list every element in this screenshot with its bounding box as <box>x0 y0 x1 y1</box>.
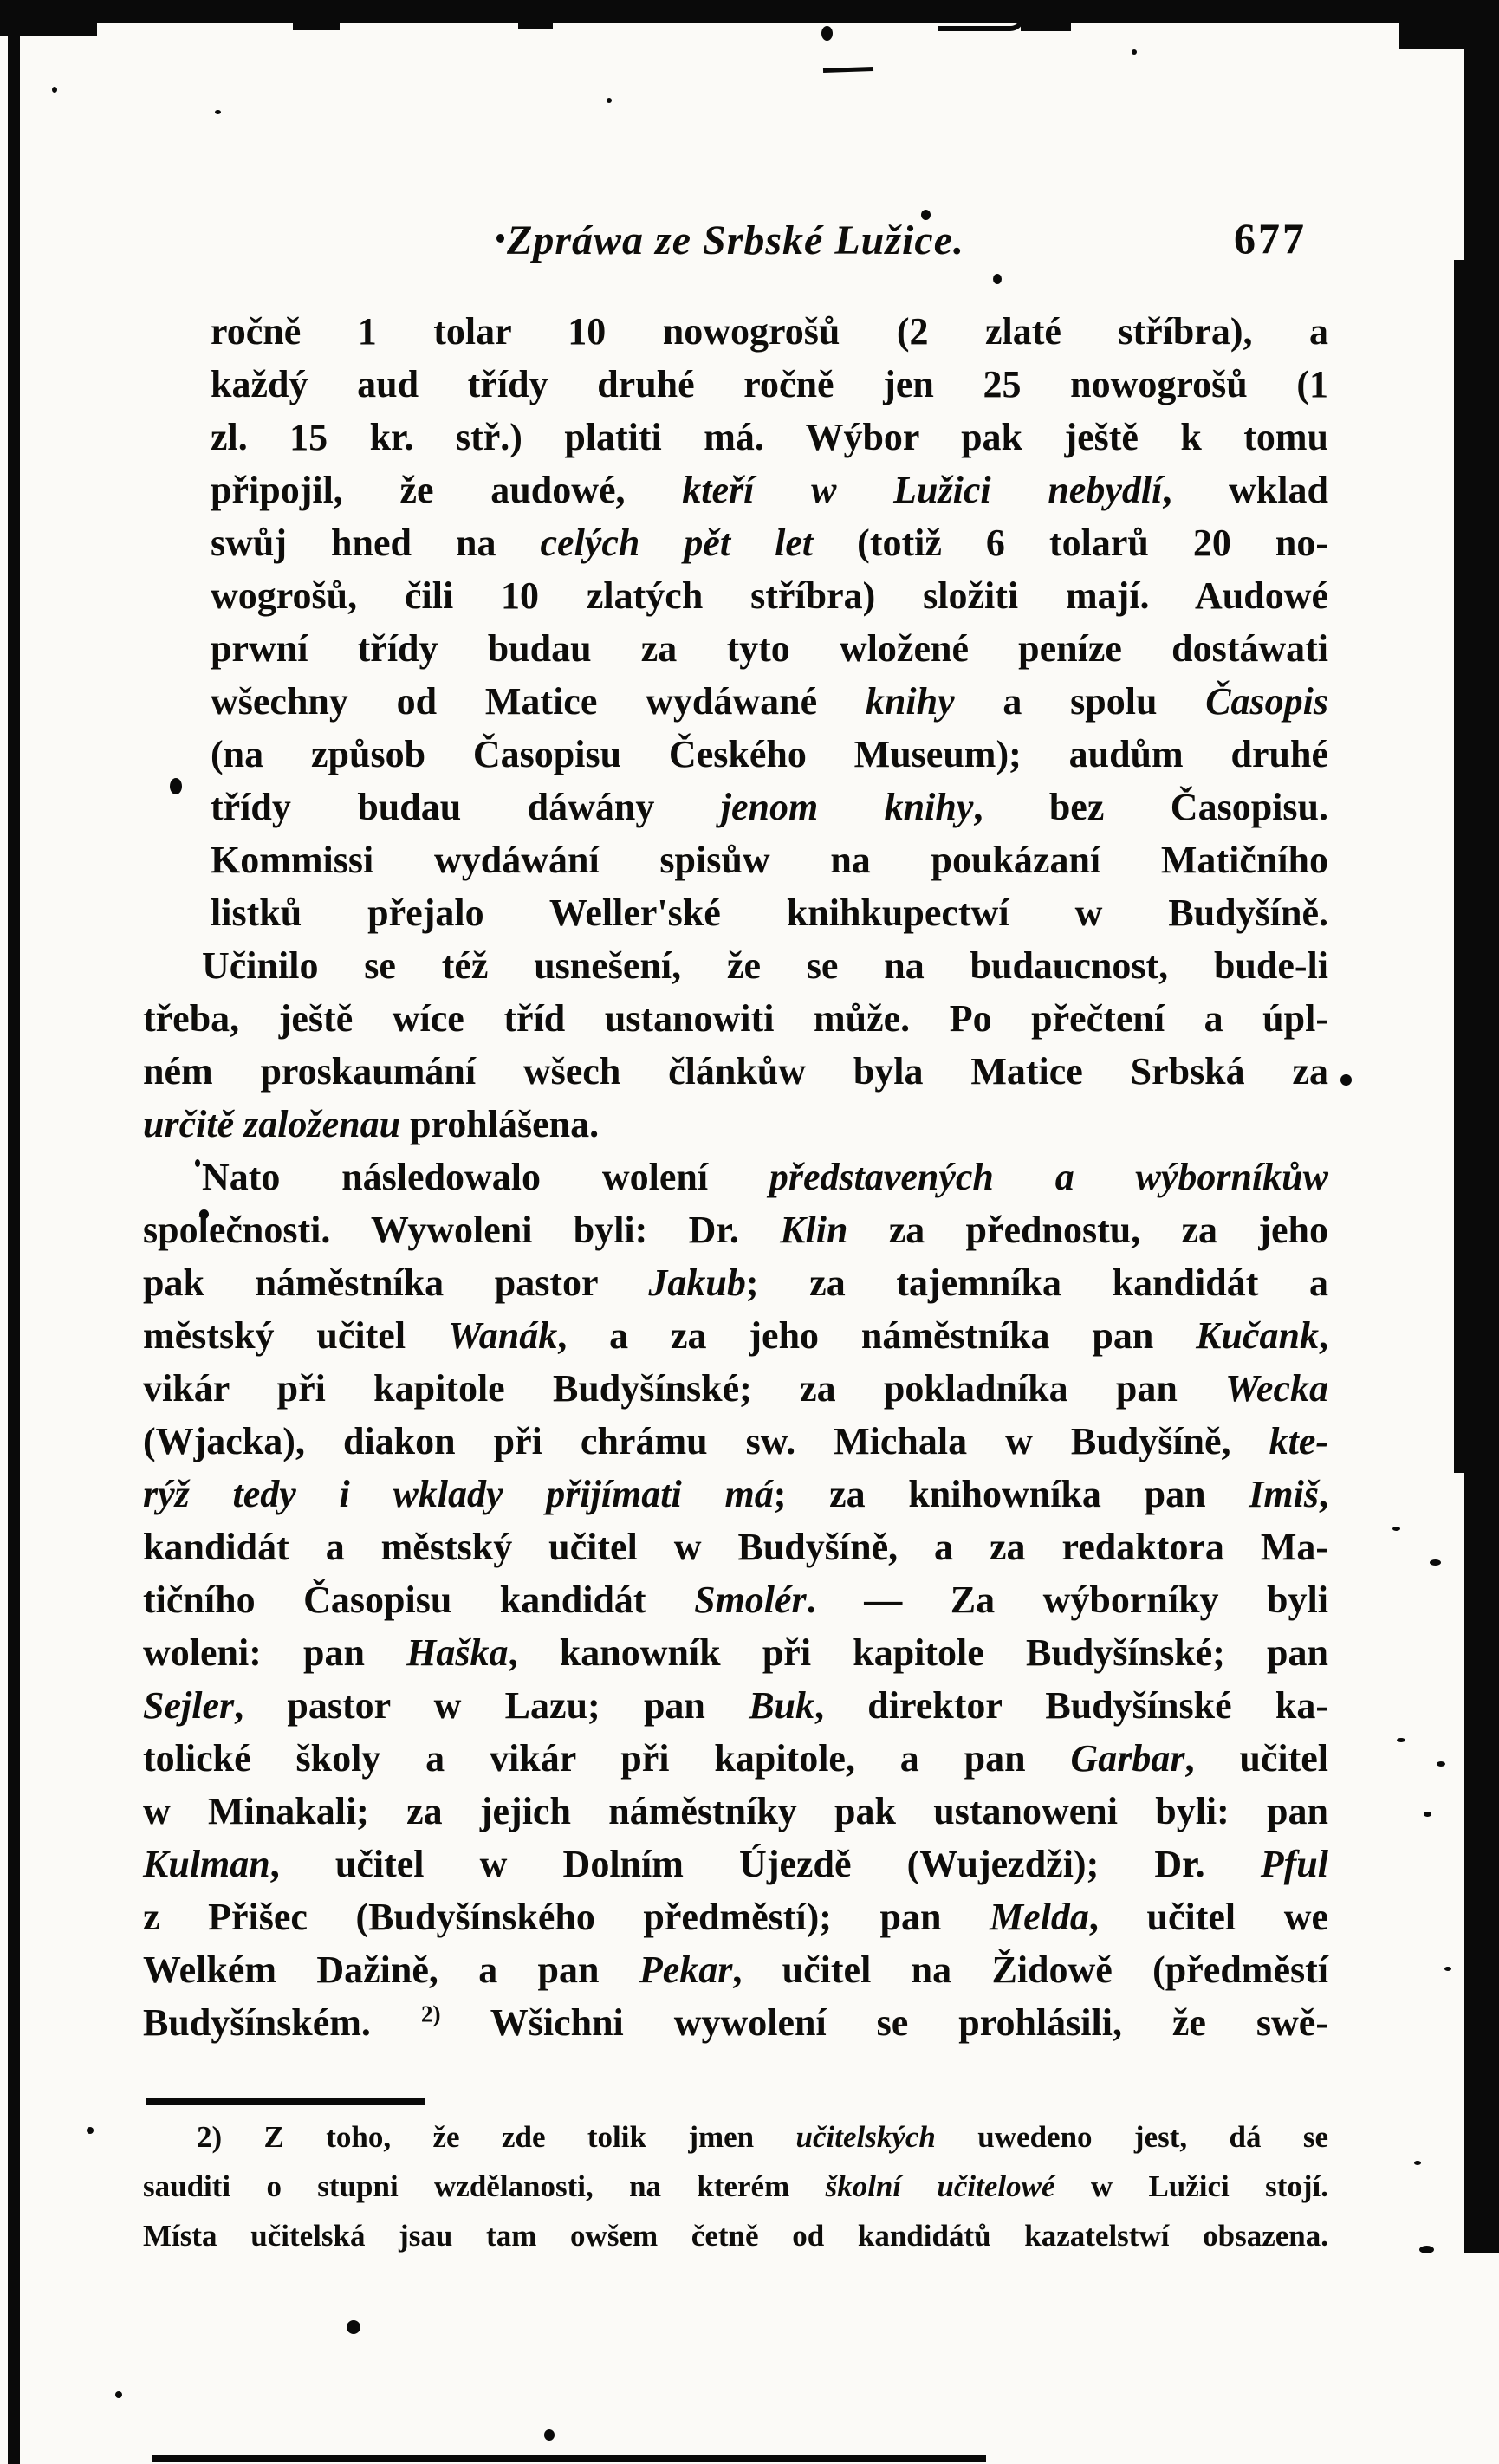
footnote-marker: 2) <box>420 2000 441 2027</box>
text-segment: swůj hned na <box>211 522 541 564</box>
scan-speck <box>607 98 612 103</box>
text-line <box>211 411 1328 464</box>
scan-speck <box>1419 2246 1434 2253</box>
italic-text: představených a wýborníkůw <box>769 1156 1328 1198</box>
text-line <box>211 358 1328 411</box>
text-segment: prohlášena. <box>400 1103 600 1145</box>
text-line <box>211 622 1328 675</box>
text-segment: připojil, že audowé, <box>211 469 683 511</box>
scan-speck <box>1444 1967 1451 1971</box>
text-segment: Místa učitelská jsau tam owšem četně od kandidátů kazatelstwí obsazena. <box>143 2219 1328 2253</box>
text-line <box>143 1362 1328 1415</box>
italic-text: určitě založenau <box>143 1103 401 1145</box>
scan-speck <box>821 26 833 41</box>
text-segment: (Wjacka), diakon při chrámu sw. Michala w Budyšíně, <box>143 1420 1269 1462</box>
text-segment: Budyšínském. <box>143 2001 421 2044</box>
scan-speck <box>544 2429 555 2441</box>
text-segment: (na způsob Časopisu Českého Museum); audům druhé <box>211 733 1328 775</box>
text-segment: wogrošů, čili 10 zlatých stříbra) složiti mají. Audowé <box>211 574 1328 617</box>
text-line <box>143 1890 1328 1943</box>
text-line <box>143 1203 1328 1256</box>
text-segment: woleni: pan <box>143 1631 407 1674</box>
text-segment: ; za knihowníka pan <box>773 1473 1249 1515</box>
text-segment: za přednostu, za jeho <box>847 1209 1328 1251</box>
italic-text: jenom knihy <box>720 786 974 828</box>
text-line <box>143 1468 1328 1521</box>
italic-text: kte- <box>1269 1420 1328 1462</box>
italic-text: Garbar <box>1070 1737 1185 1780</box>
italic-text: školní učitelowé <box>825 2169 1055 2203</box>
text-segment: , <box>1319 1473 1328 1515</box>
scan-artifact-top-drip-1 <box>293 23 340 30</box>
text-segment: ; za tajemníka kandidát a <box>745 1261 1329 1304</box>
text-line <box>143 992 1328 1045</box>
italic-text: učitelských <box>795 2120 936 2154</box>
text-segment: uwedeno jest, dá se <box>935 2120 1329 2154</box>
scan-speck <box>1397 1738 1405 1742</box>
italic-text: Pekar <box>639 1949 733 1991</box>
text-line <box>143 2211 1328 2260</box>
scan-speck <box>1414 2161 1421 2165</box>
text-segment: , učitel <box>1184 1737 1328 1780</box>
text-segment: z Přišec (Budyšínského předměstí); pan <box>143 1896 990 1938</box>
text-segment: tolické školy a vikár při kapitole, a pan <box>143 1737 1071 1780</box>
text-segment: , wklad <box>1162 469 1328 511</box>
text-segment: tičního Časopisu kandidát <box>143 1579 695 1621</box>
scan-speck <box>1132 49 1137 55</box>
text-line <box>143 1151 1328 1203</box>
text-segment: , učitel na Židowě (předměstí <box>732 1949 1328 1991</box>
italic-text: Jakub <box>648 1261 746 1304</box>
text-line <box>143 2162 1328 2211</box>
text-segment: w Lužici stojí. <box>1054 2169 1329 2203</box>
italic-text: knihy <box>865 680 955 723</box>
page-number: 677 <box>1234 214 1307 263</box>
text-segment: pak náměstníka pastor <box>143 1261 649 1304</box>
scan-speck <box>1392 1527 1400 1531</box>
scan-artifact-top-drip-2 <box>518 23 553 29</box>
text-line <box>143 1098 1328 1151</box>
italic-text: Pful <box>1260 1843 1328 1885</box>
text-line <box>143 1732 1328 1785</box>
text-segment: Wšichni wywolení se prohlásili, že swě- <box>440 2001 1328 2044</box>
italic-text: Melda <box>990 1896 1089 1938</box>
text-segment: ročně 1 tolar 10 nowogrošů (2 zlaté stříbra), a <box>211 310 1328 353</box>
italic-text: Sejler <box>143 1684 235 1727</box>
scan-speck <box>1340 1074 1352 1086</box>
text-segment: prwní třídy budau za tyto wložené peníze dostáwati <box>211 627 1328 670</box>
paragraph <box>211 305 1328 939</box>
scan-speck <box>52 87 57 93</box>
text-segment: kandidát a městský učitel w Budyšíně, a za redaktora Ma- <box>143 1526 1328 1568</box>
text-line <box>211 728 1328 781</box>
paragraph <box>143 1151 1328 2049</box>
text-segment: , kanowník při kapitole Budyšínské; pan <box>508 1631 1328 1674</box>
text-segment: společnosti. Wywoleni byli: Dr. <box>143 1209 781 1251</box>
text-line <box>143 1256 1328 1309</box>
text-segment: třeba, ještě wíce tříd ustanowiti může. Po přečtení a úpl- <box>143 997 1328 1040</box>
scan-speck <box>347 2320 360 2334</box>
italic-text: Buk <box>749 1684 815 1727</box>
scan-speck <box>215 110 221 114</box>
scan-artifact-top-drip-3 <box>1021 23 1071 31</box>
text-line <box>143 1785 1328 1838</box>
text-segment: a spolu <box>954 680 1206 723</box>
italic-text: Klin <box>780 1209 848 1251</box>
text-segment: , bez Časopisu. <box>973 786 1328 828</box>
italic-text: Haška <box>406 1631 509 1674</box>
text-segment: wšechny od Matice wydáwané <box>211 680 866 723</box>
italic-text: Kulman <box>143 1843 270 1885</box>
text-line <box>143 1996 1328 2049</box>
italic-text: rýž tedy i wklady přijímati má <box>143 1473 774 1515</box>
text-line <box>143 1573 1328 1626</box>
text-line <box>211 781 1328 833</box>
text-segment: městský učitel <box>143 1314 448 1357</box>
text-line <box>211 464 1328 516</box>
text-segment: . — Za wýborníky byli <box>806 1579 1328 1621</box>
text-segment: , učitel we <box>1088 1896 1328 1938</box>
text-line <box>143 1415 1328 1468</box>
scan-artifact-hook-mark <box>938 17 1024 31</box>
scan-speck <box>1424 1812 1431 1817</box>
italic-text: Časopis <box>1205 680 1329 723</box>
text-line <box>143 1943 1328 1996</box>
text-line <box>143 1679 1328 1732</box>
text-segment: Kommissi wydáwání spisůw na poukázaní Matičního <box>211 839 1328 881</box>
text-segment: každý aud třídy druhé ročně jen 25 nowogrošů (1 <box>211 363 1328 405</box>
scan-artifact-top-band <box>0 0 1499 23</box>
text-segment: ném proskaumání wšech článkůw byla Matice Srbská za <box>143 1050 1328 1093</box>
footnote-rule <box>146 2098 425 2105</box>
text-segment: zl. 15 kr. stř.) platiti má. Wýbor pak ještě k tomu <box>211 416 1328 458</box>
text-segment: sauditi o stupni wzdělanosti, na kterém <box>143 2169 826 2203</box>
text-line <box>143 1626 1328 1679</box>
scan-speck <box>993 274 1002 284</box>
scan-speck <box>87 2127 94 2134</box>
page-body <box>143 305 1328 2049</box>
italic-text: kteří w Lužici nebydlí <box>682 469 1163 511</box>
scan-artifact-right-bar-taper <box>1454 260 1471 1473</box>
footnote-body <box>143 2112 1328 2260</box>
text-segment: 2) Z toho, že zde tolik jmen <box>197 2120 796 2154</box>
running-head-title: Zpráwa ze Srbské Lužice. <box>507 217 964 263</box>
scan-speck <box>115 2391 122 2398</box>
text-segment: w Minakali; za jejich náměstníky pak ustanoweni byli: pan <box>143 1790 1328 1832</box>
paragraph <box>143 939 1328 1151</box>
text-line <box>143 2112 1328 2162</box>
text-line <box>143 1521 1328 1573</box>
text-line <box>211 833 1328 886</box>
text-line <box>211 305 1328 358</box>
text-segment: Welkém Dažině, a pan <box>143 1949 639 1991</box>
scan-artifact-dash-mark <box>823 67 873 73</box>
text-segment: Nato následowalo wolení <box>202 1156 769 1198</box>
italic-text: Wecka <box>1225 1367 1328 1410</box>
text-segment: , pastor w Lazu; pan <box>234 1684 750 1727</box>
text-line <box>211 569 1328 622</box>
text-segment: , direktor Budyšínské ka- <box>814 1684 1329 1727</box>
text-segment: (totiž 6 tolarů 20 no- <box>813 522 1329 564</box>
scan-artifact-bottom-line <box>152 2455 986 2462</box>
text-segment: Učinilo se též usnešení, že se na budaucnost, bude-li <box>202 944 1328 987</box>
text-line <box>143 939 1328 992</box>
scan-artifact-left-bar <box>8 19 20 2464</box>
text-line <box>211 516 1328 569</box>
text-line <box>211 886 1328 939</box>
text-segment: , a za jeho náměstníka pan <box>557 1314 1197 1357</box>
text-line <box>143 1045 1328 1098</box>
text-segment: vikár při kapitole Budyšínské; za pokladníka pan <box>143 1367 1226 1410</box>
text-segment: , učitel w Dolním Újezdě (Wujezdži); Dr. <box>269 1843 1261 1885</box>
text-segment: , <box>1319 1314 1328 1357</box>
italic-text: Imiš <box>1249 1473 1319 1515</box>
text-line <box>143 1838 1328 1890</box>
italic-text: Smolér <box>694 1579 807 1621</box>
text-segment: listků přejalo Weller'ské knihkupectwí w Budyšíně. <box>211 892 1328 934</box>
italic-text: celých pět let <box>540 522 814 564</box>
italic-text: Wanák <box>447 1314 558 1357</box>
scan-speck <box>1430 1559 1441 1566</box>
italic-text: Kučank <box>1196 1314 1319 1357</box>
scan-speck <box>1437 1761 1445 1767</box>
text-line <box>211 675 1328 728</box>
text-segment: třídy budau dáwány <box>211 786 721 828</box>
text-line <box>143 1309 1328 1362</box>
